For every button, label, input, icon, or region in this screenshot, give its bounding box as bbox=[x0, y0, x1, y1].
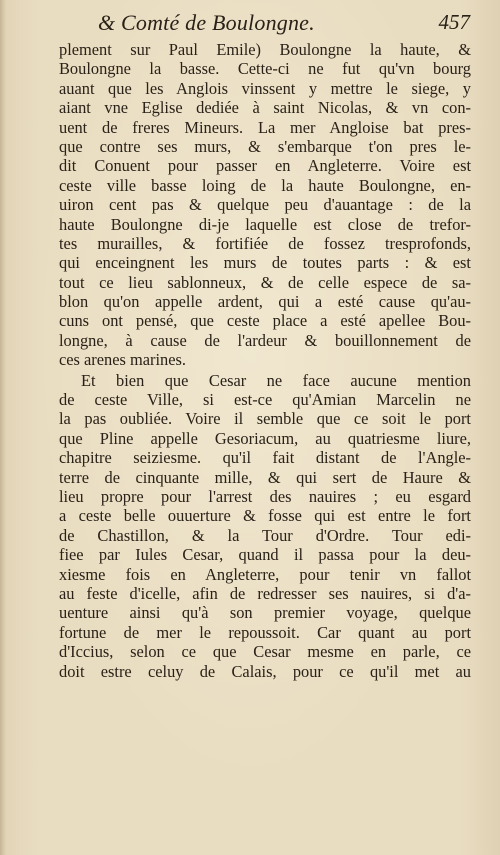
text-line: fiee par Iules Cesar, quand il passa pour la deu- bbox=[59, 545, 471, 565]
text-line: tout ce lieu sablonneux, & de celle espece de sa- bbox=[59, 272, 471, 292]
text-line: de Chastillon, & la Tour d'Ordre. Tour edi- bbox=[59, 525, 471, 545]
text-line: ces arenes marines. bbox=[59, 350, 186, 370]
text-line: d'Iccius, selon ce que Cesar mesme en parle, ce bbox=[59, 642, 471, 662]
text-line: terre de cinquante mille, & qui sert de Haure & bbox=[59, 467, 471, 487]
body-text bbox=[59, 40, 471, 681]
text-line: tes murailles, & fortifiée de fossez tresprofonds, bbox=[59, 233, 471, 253]
text-line: doit estre celuy de Calais, pour ce qu'il met au bbox=[59, 661, 471, 681]
text-line: Boulongne la basse. Cette-ci ne fut qu'vn bourg bbox=[59, 59, 471, 79]
page-gutter-shadow bbox=[0, 0, 6, 855]
text-line: longne, à cause de l'ardeur & bouillonnement de bbox=[59, 330, 471, 350]
text-line: qui enceingnent les murs de toutes parts : & est bbox=[59, 253, 471, 273]
text-line: aiant vne Eglise dediée à saint Nicolas, & vn con- bbox=[59, 98, 471, 118]
text-line: xiesme fois en Angleterre, pour tenir vn fallot bbox=[59, 564, 471, 584]
text-line: blon qu'on appelle ardent, qui a esté cause qu'au- bbox=[59, 292, 471, 312]
text-line: lieu propre pour l'arrest des nauires ; eu esgard bbox=[59, 486, 471, 506]
page-header bbox=[58, 8, 470, 40]
running-title: & Comté de Boulongne. bbox=[98, 10, 315, 35]
text-line: cuns ont pensé, que ceste place a esté apellee Bou- bbox=[59, 311, 471, 331]
text-line: ceste ville basse loing de la haute Boulongne, en- bbox=[59, 175, 471, 195]
text-line: a ceste belle ouuerture & fosse qui est entre le fort bbox=[59, 506, 471, 526]
text-line: Et bien que Cesar ne face aucune mention bbox=[81, 370, 471, 390]
text-line: uiron cent pas & quelque peu d'auantage : de la bbox=[59, 195, 471, 215]
text-line: que contre ses murs, & s'embarque t'on pres le- bbox=[59, 136, 471, 156]
text-line: uenture ainsi qu'à son premier voyage, quelque bbox=[59, 603, 471, 623]
text-line: auant que les Anglois vinssent y mettre le siege, y bbox=[59, 78, 471, 98]
text-line: fortune de mer le repoussoit. Car quant au port bbox=[59, 622, 471, 642]
text-line: dit Conuent pour passer en Angleterre. Voire est bbox=[59, 156, 471, 176]
text-line: plement sur Paul Emile) Boulongne la haute, & bbox=[59, 40, 471, 59]
text-line: haute Boulongne di-je laquelle est close de trefor- bbox=[59, 214, 471, 234]
text-line: la pas oubliée. Voire il semble que ce soit le port bbox=[59, 409, 471, 429]
text-line: au feste d'icelle, afin de redresser ses nauires, si d'a- bbox=[59, 583, 471, 603]
text-line: uent de freres Mineurs. La mer Angloise bat pres- bbox=[59, 117, 471, 137]
text-line: que Pline appelle Gesoriacum, au quatriesme liure, bbox=[59, 428, 471, 448]
page-number: 457 bbox=[438, 10, 470, 34]
text-line: de ceste Ville, si est-ce qu'Amian Marcelin ne bbox=[59, 390, 471, 410]
text-line: chapitre seiziesme. qu'il fait distant de l'Angle- bbox=[59, 448, 471, 468]
